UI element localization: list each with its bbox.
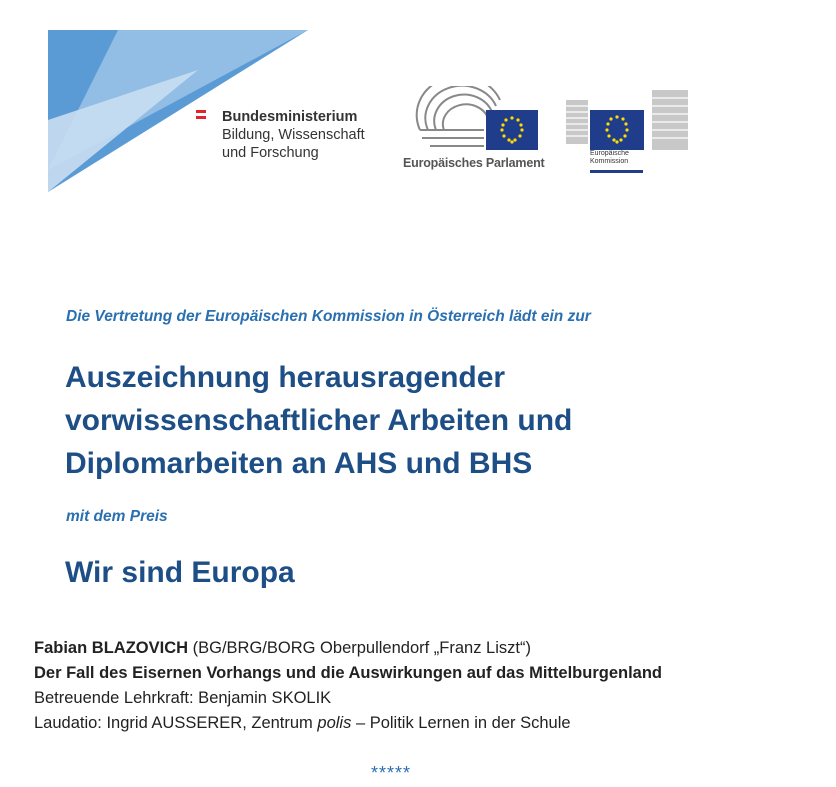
bmbwf-line-2: Bildung, Wissenschaft <box>222 127 365 143</box>
invitation-intro: Die Vertretung der Europäischen Kommission in Österreich lädt ein zur <box>66 308 591 325</box>
student-last-name: BLAZOVICH <box>91 639 189 657</box>
ec-label-line-1: Europäische <box>590 150 629 157</box>
thesis-title: Der Fall des Eisernen Vorhangs und die Auswirkungen auf das Mittelburgenland <box>34 664 663 682</box>
award-entry <box>34 636 662 736</box>
ec-label <box>590 150 629 166</box>
teacher-line: Betreuende Lehrkraft: Benjamin SKOLIK <box>34 689 332 707</box>
laudatio-line <box>34 711 662 736</box>
european-commission-logo <box>566 90 692 176</box>
student-line <box>34 636 662 661</box>
ec-underline <box>590 170 643 173</box>
title-line-3: Diplomarbeiten an AHS und BHS <box>65 447 533 480</box>
laudatio-suffix: – Politik Lernen in der Schule <box>355 714 571 732</box>
bmbwf-line-1: Bundesministerium <box>222 109 358 125</box>
prize-intro: mit dem Preis <box>66 508 168 525</box>
student-first-name: Fabian <box>34 639 88 657</box>
laudatio-prefix: Laudatio: Ingrid AUSSERER, Zentrum <box>34 714 313 732</box>
title-line-1: Auszeichnung herausragender <box>65 361 506 394</box>
separator-stars: ***** <box>371 763 412 783</box>
bmbwf-line-3: und Forschung <box>222 145 319 161</box>
ec-label-line-2: Kommission <box>590 158 629 165</box>
prize-name: Wir sind Europa <box>65 556 295 589</box>
school-name: (BG/BRG/BORG Oberpullendorf „Franz Liszt“) <box>192 639 531 657</box>
austria-flag-icon <box>196 110 206 119</box>
ep-label: Europäisches Parlament <box>403 156 545 170</box>
title-line-2: vorwissenschaftlicher Arbeiten und <box>65 404 573 437</box>
laudatio-italic: polis <box>317 714 352 732</box>
invitation-title <box>65 356 572 485</box>
